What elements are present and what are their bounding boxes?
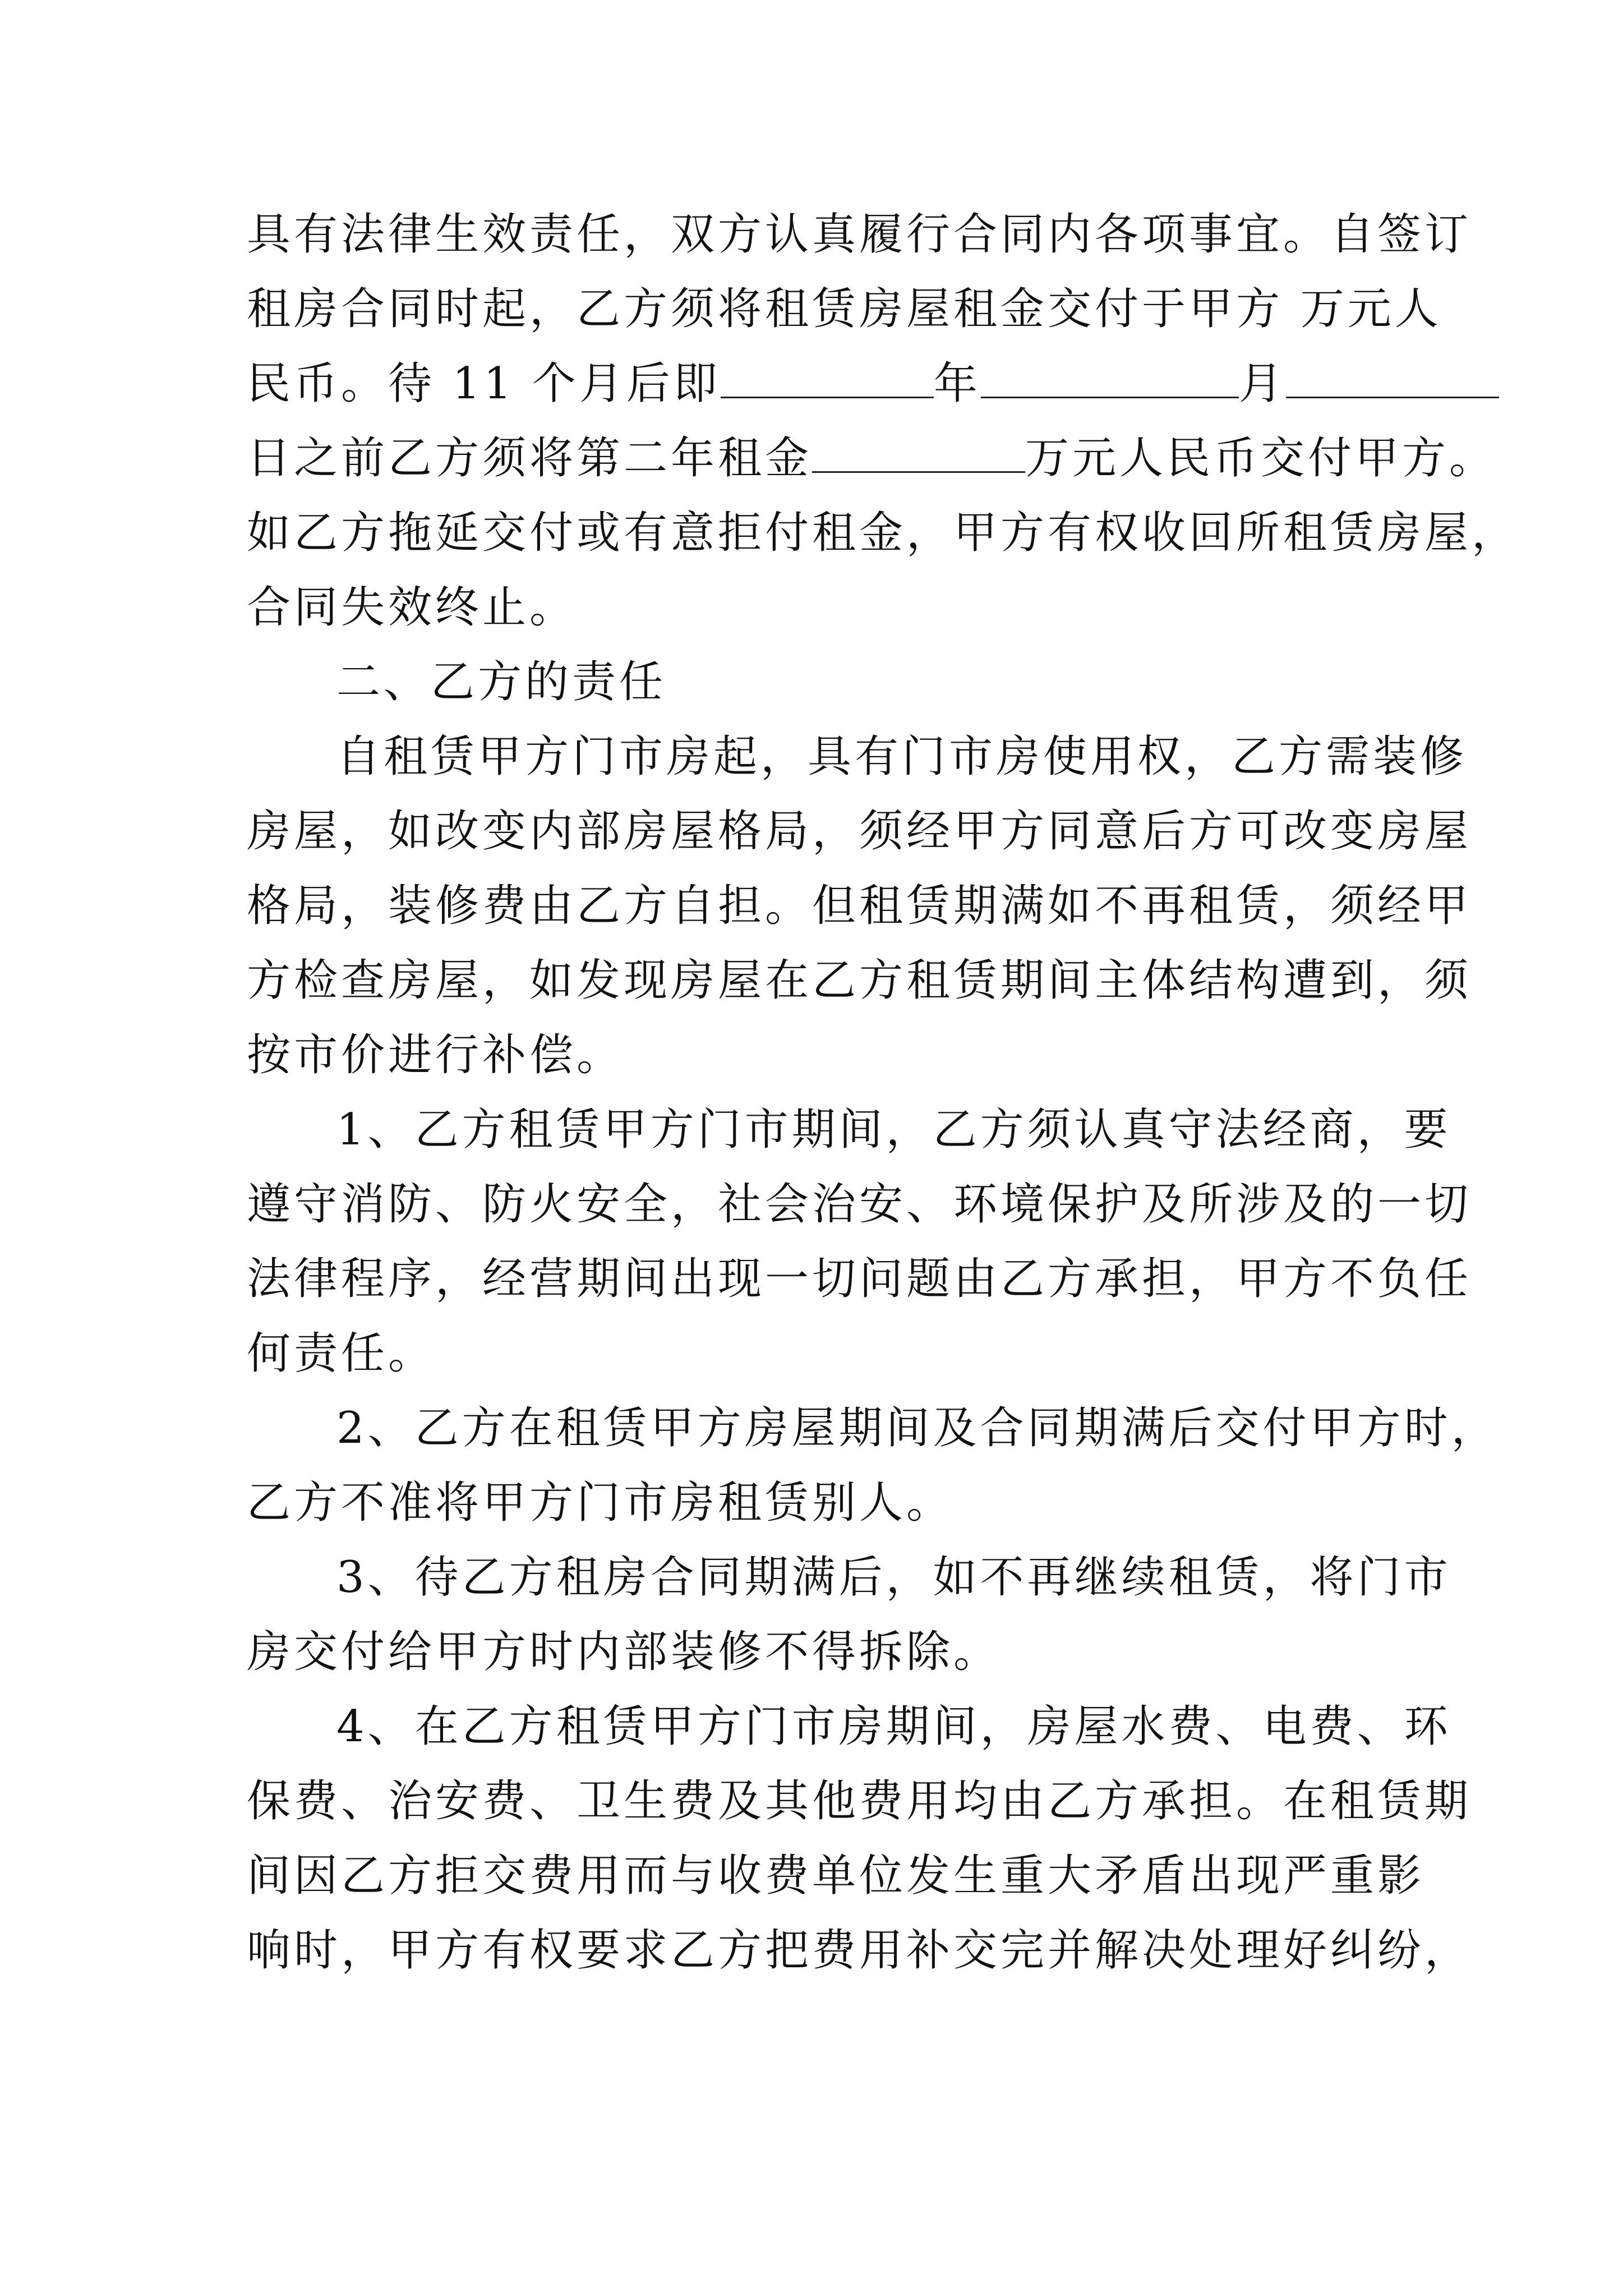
text-line: 乙方不准将甲方门市房租赁别人。 [247, 1478, 954, 1528]
text-line: 间因乙方拒交费用而与收费单位发生重大矛盾出现严重影 [247, 1851, 1425, 1901]
text-line: 方检查房屋，如发现房屋在乙方租赁期间主体结构遭到，须 [247, 955, 1472, 1006]
text-fragment: 万元人民币交付甲方。 [1025, 433, 1497, 484]
text-fragment: 年 [933, 358, 981, 409]
text-line: 3、待乙方租房合同期满后，如不再继续租赁，将门市 [336, 1552, 1451, 1603]
text-line: 法律程序，经营期间出现一切问题由乙方承担，甲方不负任 [247, 1254, 1472, 1304]
text-line [247, 356, 1499, 412]
text-line: 2、乙方在租赁甲方房屋期间及合同期满后交付甲方时， [336, 1403, 1498, 1453]
fill-blank-amount [812, 432, 1025, 473]
text-line: 何责任。 [247, 1328, 436, 1379]
fill-blank-month [981, 357, 1239, 398]
text-line: 合同失效终止。 [247, 582, 577, 633]
text-fragment: 日之前乙方须将第二年租金 [247, 433, 813, 484]
text-line: 1、乙方租赁甲方门市期间，乙方须认真守法经商，要 [336, 1105, 1451, 1155]
text-line: 自租赁甲方门市房起，具有门市房使用权，乙方需装修 [336, 731, 1468, 782]
text-line [247, 430, 1496, 486]
section-heading: 二、乙方的责任 [336, 657, 667, 707]
text-line: 按市价进行补偿。 [247, 1030, 624, 1080]
text-line: 具有法律生效责任，双方认真履行合同内各项事宜。自签订 [247, 209, 1472, 260]
text-line: 响时，甲方有权要求乙方把费用补交完并解决处理好纠纷， [247, 1925, 1472, 1976]
text-line: 格局，装修费由乙方自担。但租赁期满如不再租赁，须经甲 [247, 881, 1472, 931]
text-line: 房交付给甲方时内部装修不得拆除。 [247, 1627, 1001, 1677]
text-line: 4、在乙方租赁甲方门市房期间，房屋水费、电费、环 [336, 1701, 1451, 1752]
text-fragment: 月 [1238, 358, 1286, 409]
text-line: 遵守消防、防火安全，社会治安、环境保护及所涉及的一切 [247, 1179, 1472, 1230]
text-line: 保费、治安费、卫生费及其他费用均由乙方承担。在租赁期 [247, 1776, 1472, 1826]
text-fragment: 民币。待 11 个月后即 [247, 358, 721, 409]
text-line: 房屋，如改变内部房屋格局，须经甲方同意后方可改变房屋 [247, 806, 1472, 857]
fill-blank-day [1286, 357, 1499, 398]
text-line: 租房合同时起，乙方须将租赁房屋租金交付于甲方 万元人 [247, 284, 1442, 334]
text-line: 如乙方拖延交付或有意拒付租金，甲方有权收回所租赁房屋， [247, 508, 1519, 558]
fill-blank-year [721, 357, 934, 398]
